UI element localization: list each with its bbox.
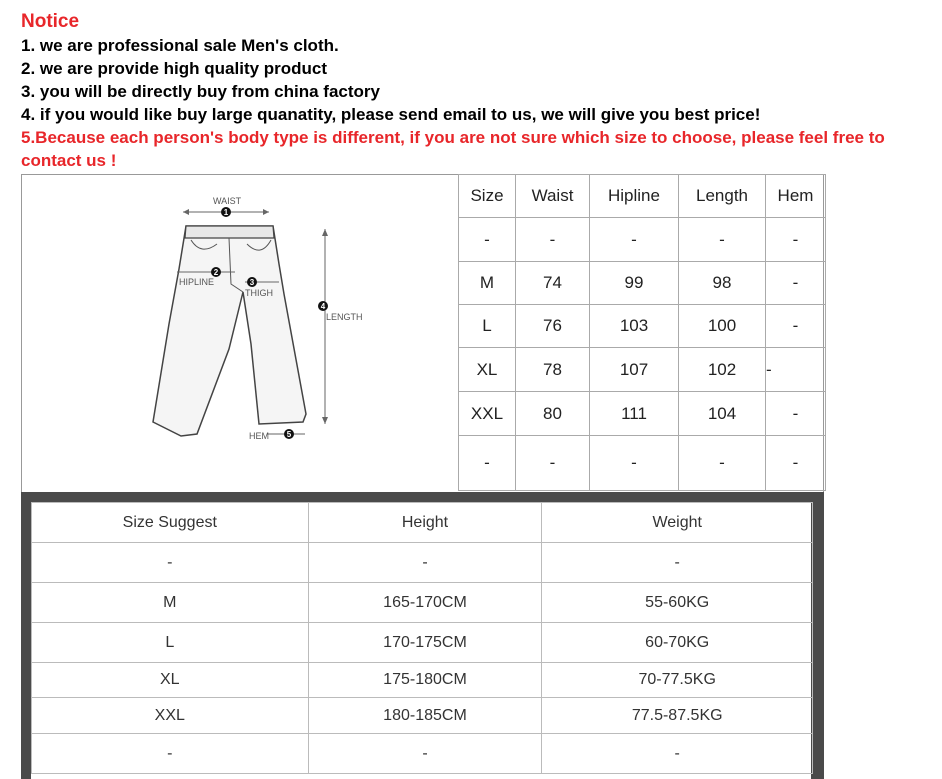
size-suggest-header-row	[32, 503, 813, 543]
table-cell: 70-77.5KG	[542, 663, 813, 698]
notice-line-4: 4. if you would like buy large quanatity, please send email to us, we will give you best price!	[21, 105, 761, 124]
notice-line-1: 1. we are professional sale Men's cloth.	[21, 36, 339, 55]
table-row	[459, 218, 826, 262]
table-cell: 74	[516, 262, 590, 305]
table-cell: -	[766, 348, 826, 392]
length-arrow-top	[322, 229, 328, 236]
table-cell: 60-70KG	[542, 623, 813, 663]
marker-4-text: 4	[320, 302, 326, 311]
hipline-label: HIPLINE	[179, 277, 215, 287]
marker-2-text: 2	[213, 268, 219, 277]
marker-1-text: 1	[223, 208, 229, 217]
table-cell: 165-170CM	[308, 583, 542, 623]
header-hem: Hem	[766, 175, 826, 218]
table-row	[32, 543, 813, 583]
table-cell: 77.5-87.5KG	[542, 698, 813, 734]
table-cell: M	[32, 583, 309, 623]
table-cell: -	[308, 734, 542, 774]
waist-arrow-right	[263, 209, 269, 215]
table-cell: -	[590, 436, 679, 491]
table-cell: L	[459, 305, 516, 348]
header-length: Length	[679, 175, 766, 218]
length-arrow-bottom	[322, 417, 328, 424]
table-cell: -	[679, 436, 766, 491]
table-row	[32, 663, 813, 698]
table-row	[459, 262, 826, 305]
table-cell: -	[766, 305, 826, 348]
table-cell: -	[516, 436, 590, 491]
header-size-suggest: Size Suggest	[32, 503, 309, 543]
table-cell: -	[516, 218, 590, 262]
header-weight: Weight	[542, 503, 813, 543]
table-row	[459, 436, 826, 491]
table-row	[32, 734, 813, 774]
table-cell: 98	[679, 262, 766, 305]
table-row	[32, 623, 813, 663]
notice-title: Notice	[21, 11, 80, 32]
table-cell: -	[766, 436, 826, 491]
pants-diagram	[21, 174, 458, 490]
table-cell: 170-175CM	[308, 623, 542, 663]
table-cell: XL	[459, 348, 516, 392]
waist-label: WAIST	[213, 196, 242, 206]
table-cell: 102	[679, 348, 766, 392]
table-cell: 76	[516, 305, 590, 348]
table-row	[32, 583, 813, 623]
thigh-label: THIGH	[245, 288, 273, 298]
table-row	[459, 348, 826, 392]
table-cell: -	[32, 734, 309, 774]
waist-arrow-left	[183, 209, 189, 215]
header-hipline: Hipline	[590, 175, 679, 218]
table-row	[32, 698, 813, 734]
table-cell: -	[766, 218, 826, 262]
table-cell: 80	[516, 392, 590, 436]
marker-3-text: 3	[249, 278, 255, 287]
table-cell: -	[542, 734, 813, 774]
pants-waistband	[185, 226, 274, 238]
table-cell: 175-180CM	[308, 663, 542, 698]
header-height: Height	[308, 503, 542, 543]
size-chart-table	[458, 174, 826, 491]
table-cell: 104	[679, 392, 766, 436]
notice-line-3: 3. you will be directly buy from china factory	[21, 82, 380, 101]
hem-label: HEM	[249, 431, 269, 441]
table-cell: -	[459, 436, 516, 491]
table-cell: 100	[679, 305, 766, 348]
table-cell: 111	[590, 392, 679, 436]
table-cell: XXL	[459, 392, 516, 436]
notice-warning: 5.Because each person's body type is different, if you are not sure which size to choose, please feel free to contact us !	[21, 128, 885, 170]
length-label: LENGTH	[326, 312, 363, 322]
table-cell: -	[459, 218, 516, 262]
table-cell: -	[308, 543, 542, 583]
size-suggest-panel	[31, 502, 811, 779]
table-cell: 107	[590, 348, 679, 392]
table-cell: 55-60KG	[542, 583, 813, 623]
table-cell: -	[766, 392, 826, 436]
table-cell: 99	[590, 262, 679, 305]
table-cell: XXL	[32, 698, 309, 734]
table-cell: -	[766, 262, 826, 305]
header-waist: Waist	[516, 175, 590, 218]
table-cell: -	[679, 218, 766, 262]
table-cell: 103	[590, 305, 679, 348]
table-cell: -	[32, 543, 309, 583]
marker-5-text: 5	[286, 430, 292, 439]
notice-line-2: 2. we are provide high quality product	[21, 59, 328, 78]
header-size: Size	[459, 175, 516, 218]
size-chart-header-row	[459, 175, 826, 218]
table-cell: 78	[516, 348, 590, 392]
size-suggest-frame	[21, 492, 824, 779]
table-cell: L	[32, 623, 309, 663]
notice-section	[21, 10, 936, 172]
table-cell: -	[590, 218, 679, 262]
table-row	[459, 305, 826, 348]
size-suggest-table	[31, 502, 813, 774]
table-row	[459, 392, 826, 436]
table-cell: 180-185CM	[308, 698, 542, 734]
table-cell: -	[542, 543, 813, 583]
table-cell: XL	[32, 663, 309, 698]
table-cell: M	[459, 262, 516, 305]
